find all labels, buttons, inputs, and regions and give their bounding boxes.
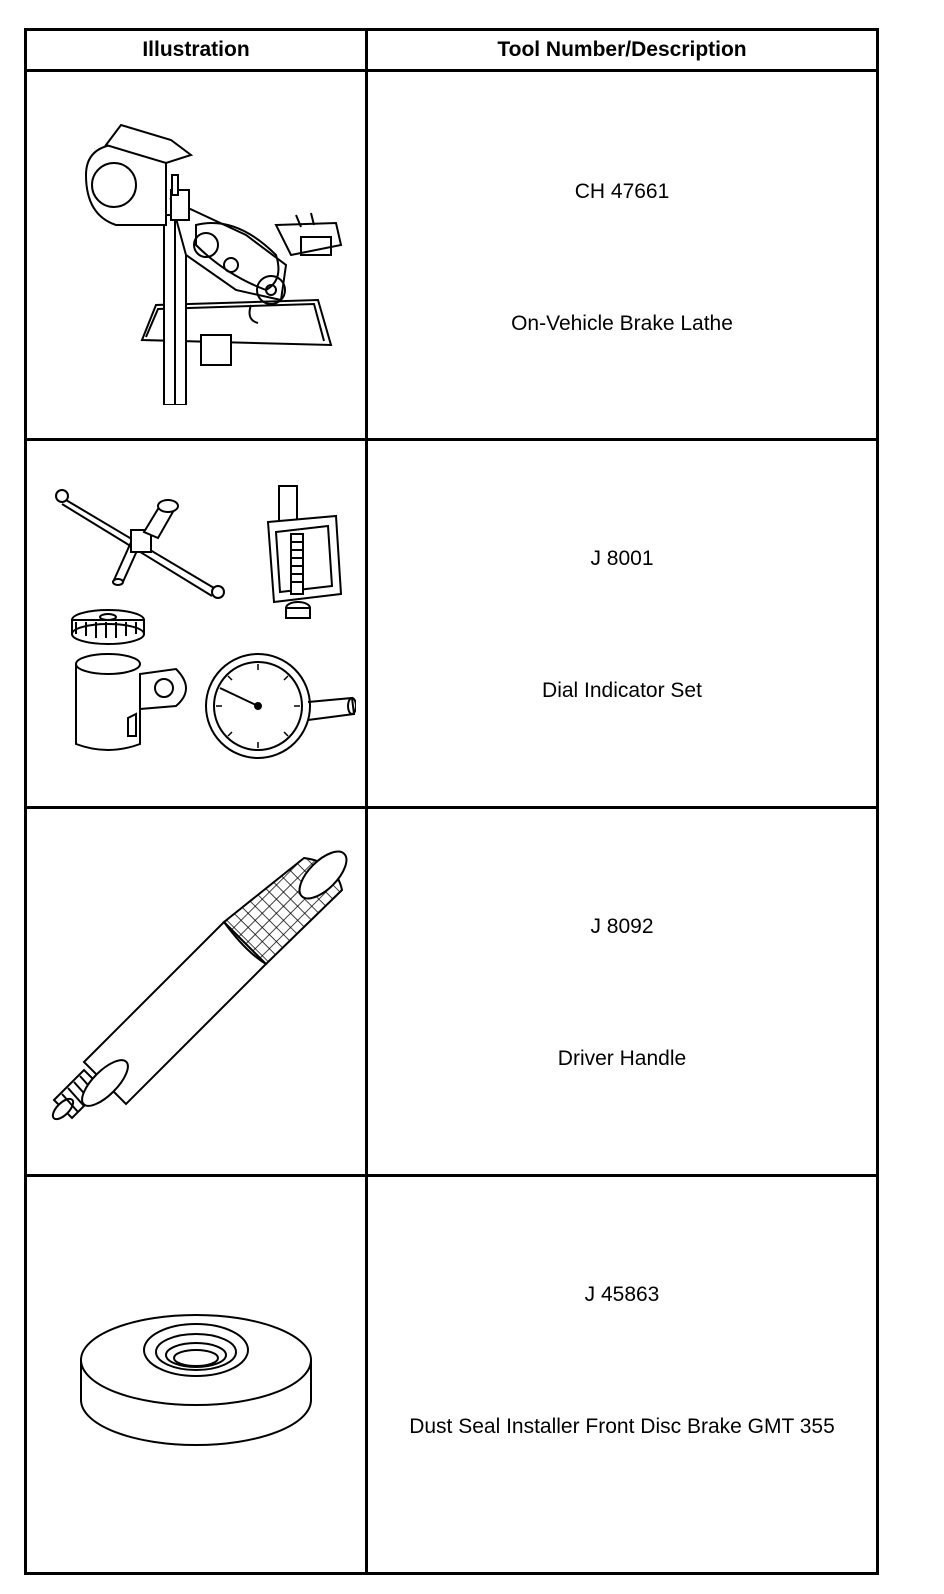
tool-description: Driver Handle	[557, 1047, 687, 1070]
brake-lathe-icon	[27, 72, 365, 438]
table-row	[27, 809, 876, 1174]
tool-description: Dial Indicator Set	[542, 679, 702, 702]
tool-description: On-Vehicle Brake Lathe	[511, 312, 733, 335]
tool-description-cell	[368, 441, 876, 806]
header-tool-number-description: Tool Number/Description	[497, 38, 747, 61]
dial-indicator-set-icon	[27, 441, 365, 806]
table-row	[27, 72, 876, 438]
tool-number: J 8092	[590, 915, 654, 938]
tool-description-cell	[368, 72, 876, 438]
tool-number: J 8001	[590, 547, 654, 570]
special-tools-table	[24, 28, 879, 1575]
table-row	[27, 1177, 876, 1572]
header-illustration: Illustration	[142, 38, 250, 61]
table-row	[27, 441, 876, 806]
tool-description: Dust Seal Installer Front Disc Brake GMT 355	[409, 1415, 835, 1438]
dust-seal-installer-icon	[27, 1177, 365, 1572]
tool-description-cell	[368, 1177, 876, 1572]
tool-number: CH 47661	[574, 180, 670, 203]
tool-description-cell	[368, 809, 876, 1174]
tool-number: J 45863	[584, 1283, 660, 1306]
driver-handle-icon	[27, 809, 365, 1174]
